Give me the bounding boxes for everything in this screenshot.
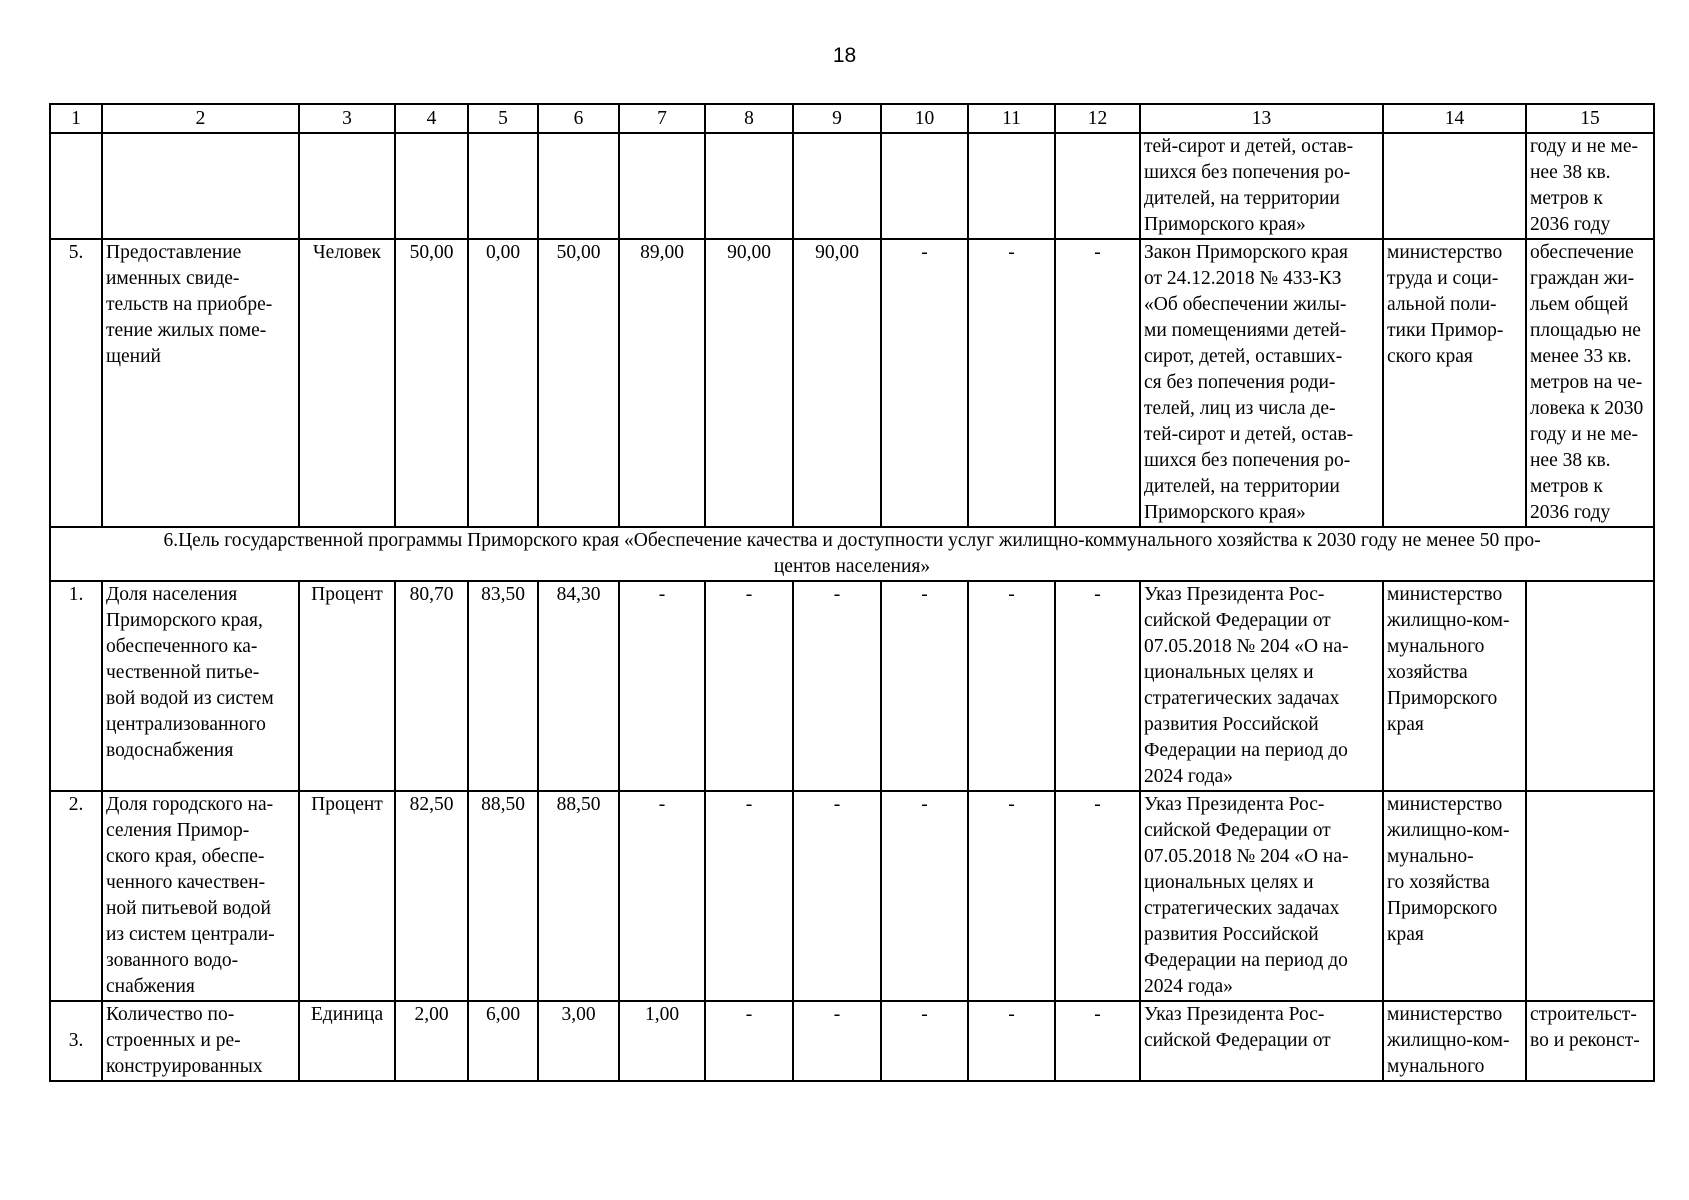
table-row bbox=[50, 581, 1654, 791]
cell-value: - bbox=[1055, 1001, 1140, 1081]
cell-value: - bbox=[705, 791, 793, 1001]
table-row-continuation bbox=[50, 133, 1654, 239]
cell-responsible: министерство жилищно-ком- мунального хозяйства Приморского края bbox=[1383, 581, 1526, 791]
col-header-10: 10 bbox=[881, 104, 968, 133]
col-header-11: 11 bbox=[968, 104, 1055, 133]
cell-value bbox=[1055, 133, 1140, 239]
col-header-6: 6 bbox=[538, 104, 619, 133]
table-row-5 bbox=[50, 239, 1654, 527]
col-header-5: 5 bbox=[468, 104, 538, 133]
cell-no: 2. bbox=[50, 791, 102, 1001]
col-header-3: 3 bbox=[299, 104, 395, 133]
cell-value: - bbox=[1055, 791, 1140, 1001]
cell-law: Указ Президента Рос- сийской Федерации от bbox=[1140, 1001, 1383, 1081]
cell-value: 88,50 bbox=[538, 791, 619, 1001]
cell-value: - bbox=[881, 581, 968, 791]
cell-unit bbox=[299, 133, 395, 239]
cell-value bbox=[619, 133, 705, 239]
cell-responsible bbox=[1383, 133, 1526, 239]
cell-note: строительст- во и реконст- bbox=[1526, 1001, 1654, 1081]
cell-note bbox=[1526, 791, 1654, 1001]
cell-law: тей-сирот и детей, остав- шихся без попечения ро- дителей, на территории Приморского края» bbox=[1140, 133, 1383, 239]
cell-note: обеспечение граждан жи- льем общей площадью не менее 33 кв. метров на че- ловека к 2030 году и не ме- нее 38 кв. метров к 2036 году bbox=[1526, 239, 1654, 527]
cell-value: - bbox=[968, 791, 1055, 1001]
cell-value: 1,00 bbox=[619, 1001, 705, 1081]
cell-value bbox=[968, 133, 1055, 239]
cell-value: 88,50 bbox=[468, 791, 538, 1001]
cell-value: 6,00 bbox=[468, 1001, 538, 1081]
cell-note: году и не ме- нее 38 кв. метров к 2036 году bbox=[1526, 133, 1654, 239]
cell-responsible: министерство жилищно-ком- мунального bbox=[1383, 1001, 1526, 1081]
cell-value: - bbox=[881, 1001, 968, 1081]
col-header-1: 1 bbox=[50, 104, 102, 133]
cell-law: Указ Президента Рос- сийской Федерации от 07.05.2018 № 204 «О на- циональных целях и стратегических задачах развития Российской Федерации на период до 2024 года» bbox=[1140, 791, 1383, 1001]
cell-value: - bbox=[968, 581, 1055, 791]
cell-no: 1. bbox=[50, 581, 102, 791]
table-row bbox=[50, 1001, 1654, 1081]
cell-name: Количество по- строенных и ре- конструированных bbox=[102, 1001, 299, 1081]
section-header-row bbox=[50, 527, 1654, 581]
cell-value: - bbox=[881, 239, 968, 527]
cell-value: - bbox=[793, 581, 881, 791]
cell-value: 50,00 bbox=[395, 239, 468, 527]
cell-value: - bbox=[968, 1001, 1055, 1081]
cell-value: 82,50 bbox=[395, 791, 468, 1001]
cell-value: - bbox=[793, 791, 881, 1001]
cell-value: 80,70 bbox=[395, 581, 468, 791]
cell-no bbox=[50, 133, 102, 239]
cell-value: 90,00 bbox=[705, 239, 793, 527]
cell-value: 2,00 bbox=[395, 1001, 468, 1081]
cell-value bbox=[881, 133, 968, 239]
cell-name: Предоставление именных свиде- тельств на приобре- тение жилых поме- щений bbox=[102, 239, 299, 527]
col-header-14: 14 bbox=[1383, 104, 1526, 133]
cell-value: - bbox=[705, 1001, 793, 1081]
cell-no: 5. bbox=[50, 239, 102, 527]
cell-value bbox=[395, 133, 468, 239]
cell-name: Доля населения Приморского края, обеспеченного ка- чественной питье- вой водой из систем централизованного водоснабжения bbox=[102, 581, 299, 791]
cell-note bbox=[1526, 581, 1654, 791]
col-header-9: 9 bbox=[793, 104, 881, 133]
col-header-15: 15 bbox=[1526, 104, 1654, 133]
cell-value: - bbox=[619, 581, 705, 791]
cell-value: 50,00 bbox=[538, 239, 619, 527]
col-header-12: 12 bbox=[1055, 104, 1140, 133]
cell-value: 90,00 bbox=[793, 239, 881, 527]
header-row bbox=[50, 104, 1654, 133]
col-header-2: 2 bbox=[102, 104, 299, 133]
cell-value: - bbox=[1055, 581, 1140, 791]
cell-value: - bbox=[793, 1001, 881, 1081]
cell-value: 84,30 bbox=[538, 581, 619, 791]
cell-value: - bbox=[1055, 239, 1140, 527]
cell-value: 83,50 bbox=[468, 581, 538, 791]
cell-value bbox=[538, 133, 619, 239]
indicators-table bbox=[49, 103, 1655, 1082]
cell-law: Указ Президента Рос- сийской Федерации от 07.05.2018 № 204 «О на- циональных целях и стратегических задачах развития Российской Федерации на период до 2024 года» bbox=[1140, 581, 1383, 791]
cell-value: - bbox=[968, 239, 1055, 527]
cell-name: Доля городского на- селения Примор- ского края, обеспе- ченного качествен- ной питьевой водой из систем централи- зованного водо- снабжения bbox=[102, 791, 299, 1001]
cell-law: Закон Приморского края от 24.12.2018 № 433-КЗ «Об обеспечении жилы- ми помещениями детей- сирот, детей, оставших- ся без попечения роди- телей, лиц из числа де- тей-сирот и детей, остав- шихся без попечения ро- дителей, на территории Приморского края» bbox=[1140, 239, 1383, 527]
col-header-7: 7 bbox=[619, 104, 705, 133]
table-row bbox=[50, 791, 1654, 1001]
cell-value: - bbox=[881, 791, 968, 1001]
cell-value: 89,00 bbox=[619, 239, 705, 527]
section-title: 6.Цель государственной программы Приморского края «Обеспечение качества и доступности услуг жилищно-коммунального хозяйства к 2030 году не менее 50 про- центов населения» bbox=[50, 527, 1654, 581]
cell-no: 3. bbox=[50, 1001, 102, 1081]
cell-value: - bbox=[619, 791, 705, 1001]
cell-responsible: министерство труда и соци- альной поли- тики Примор- ского края bbox=[1383, 239, 1526, 527]
cell-unit: Процент bbox=[299, 581, 395, 791]
col-header-13: 13 bbox=[1140, 104, 1383, 133]
cell-value bbox=[793, 133, 881, 239]
cell-name bbox=[102, 133, 299, 239]
cell-value: 3,00 bbox=[538, 1001, 619, 1081]
page-number: 18 bbox=[832, 44, 857, 67]
cell-unit: Процент bbox=[299, 791, 395, 1001]
cell-value bbox=[705, 133, 793, 239]
cell-responsible: министерство жилищно-ком- мунально- го хозяйства Приморского края bbox=[1383, 791, 1526, 1001]
cell-unit: Человек bbox=[299, 239, 395, 527]
cell-unit: Единица bbox=[299, 1001, 395, 1081]
cell-value bbox=[468, 133, 538, 239]
col-header-8: 8 bbox=[705, 104, 793, 133]
cell-value: 0,00 bbox=[468, 239, 538, 527]
cell-value: - bbox=[705, 581, 793, 791]
col-header-4: 4 bbox=[395, 104, 468, 133]
